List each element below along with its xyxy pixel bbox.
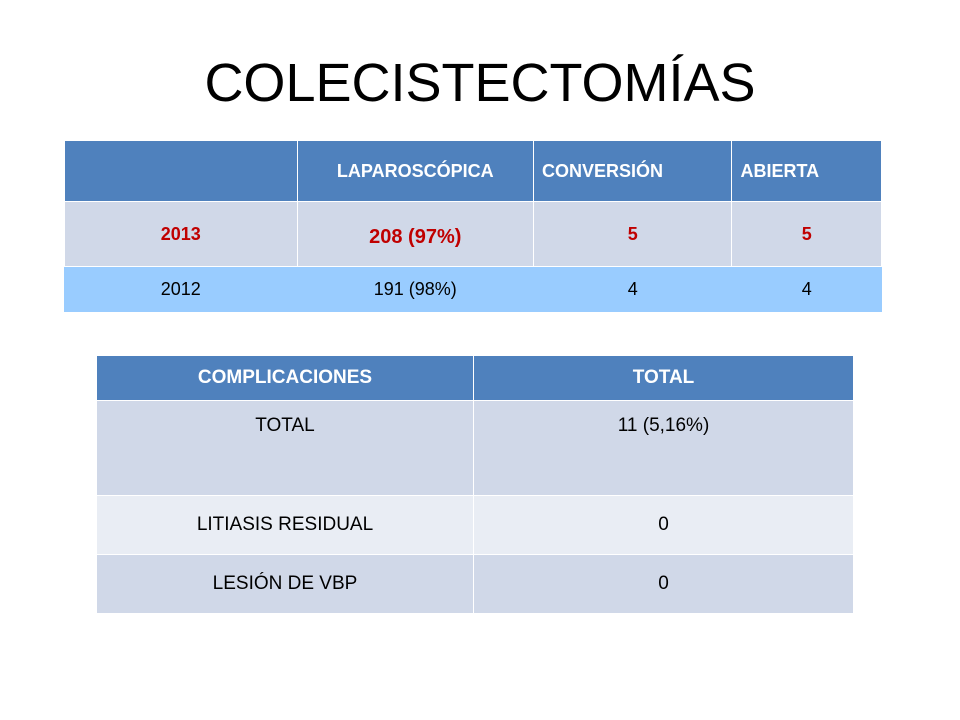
complications-header-name: COMPLICACIONES <box>97 356 474 401</box>
complications-row-litiasis <box>97 496 854 555</box>
procedures-table <box>64 140 882 312</box>
complications-row-lesion <box>97 555 854 614</box>
procedures-header-laparoscopica: LAPAROSCÓPICA <box>297 141 533 202</box>
procedures-header-empty <box>65 141 298 202</box>
procedures-cell-laparoscopica: 191 (98%) <box>297 267 533 312</box>
complications-header-total: TOTAL <box>474 356 854 401</box>
procedures-row-2013 <box>65 202 882 267</box>
procedures-cell-abierta: 5 <box>732 202 882 267</box>
complications-table <box>96 355 854 614</box>
complications-cell-value: 0 <box>474 496 854 555</box>
procedures-cell-conversion: 5 <box>533 202 731 267</box>
procedures-cell-year: 2013 <box>65 202 298 267</box>
complications-cell-value: 11 (5,16%) <box>474 401 854 496</box>
procedures-header-conversion: CONVERSIÓN <box>533 141 731 202</box>
procedures-header-row <box>65 141 882 202</box>
procedures-cell-laparoscopica: 208 (97%) <box>297 202 533 267</box>
procedures-cell-abierta: 4 <box>732 267 882 312</box>
complications-cell-value: 0 <box>474 555 854 614</box>
procedures-header-abierta: ABIERTA <box>732 141 882 202</box>
complications-header-row <box>97 356 854 401</box>
slide-title: COLECISTECTOMÍAS <box>204 53 756 113</box>
procedures-row-2012 <box>65 267 882 312</box>
complications-cell-name: TOTAL <box>97 401 474 496</box>
procedures-cell-year: 2012 <box>65 267 298 312</box>
procedures-cell-conversion: 4 <box>533 267 731 312</box>
complications-row-total <box>97 401 854 496</box>
complications-cell-name: LESIÓN DE VBP <box>97 555 474 614</box>
complications-cell-name: LITIASIS RESIDUAL <box>97 496 474 555</box>
